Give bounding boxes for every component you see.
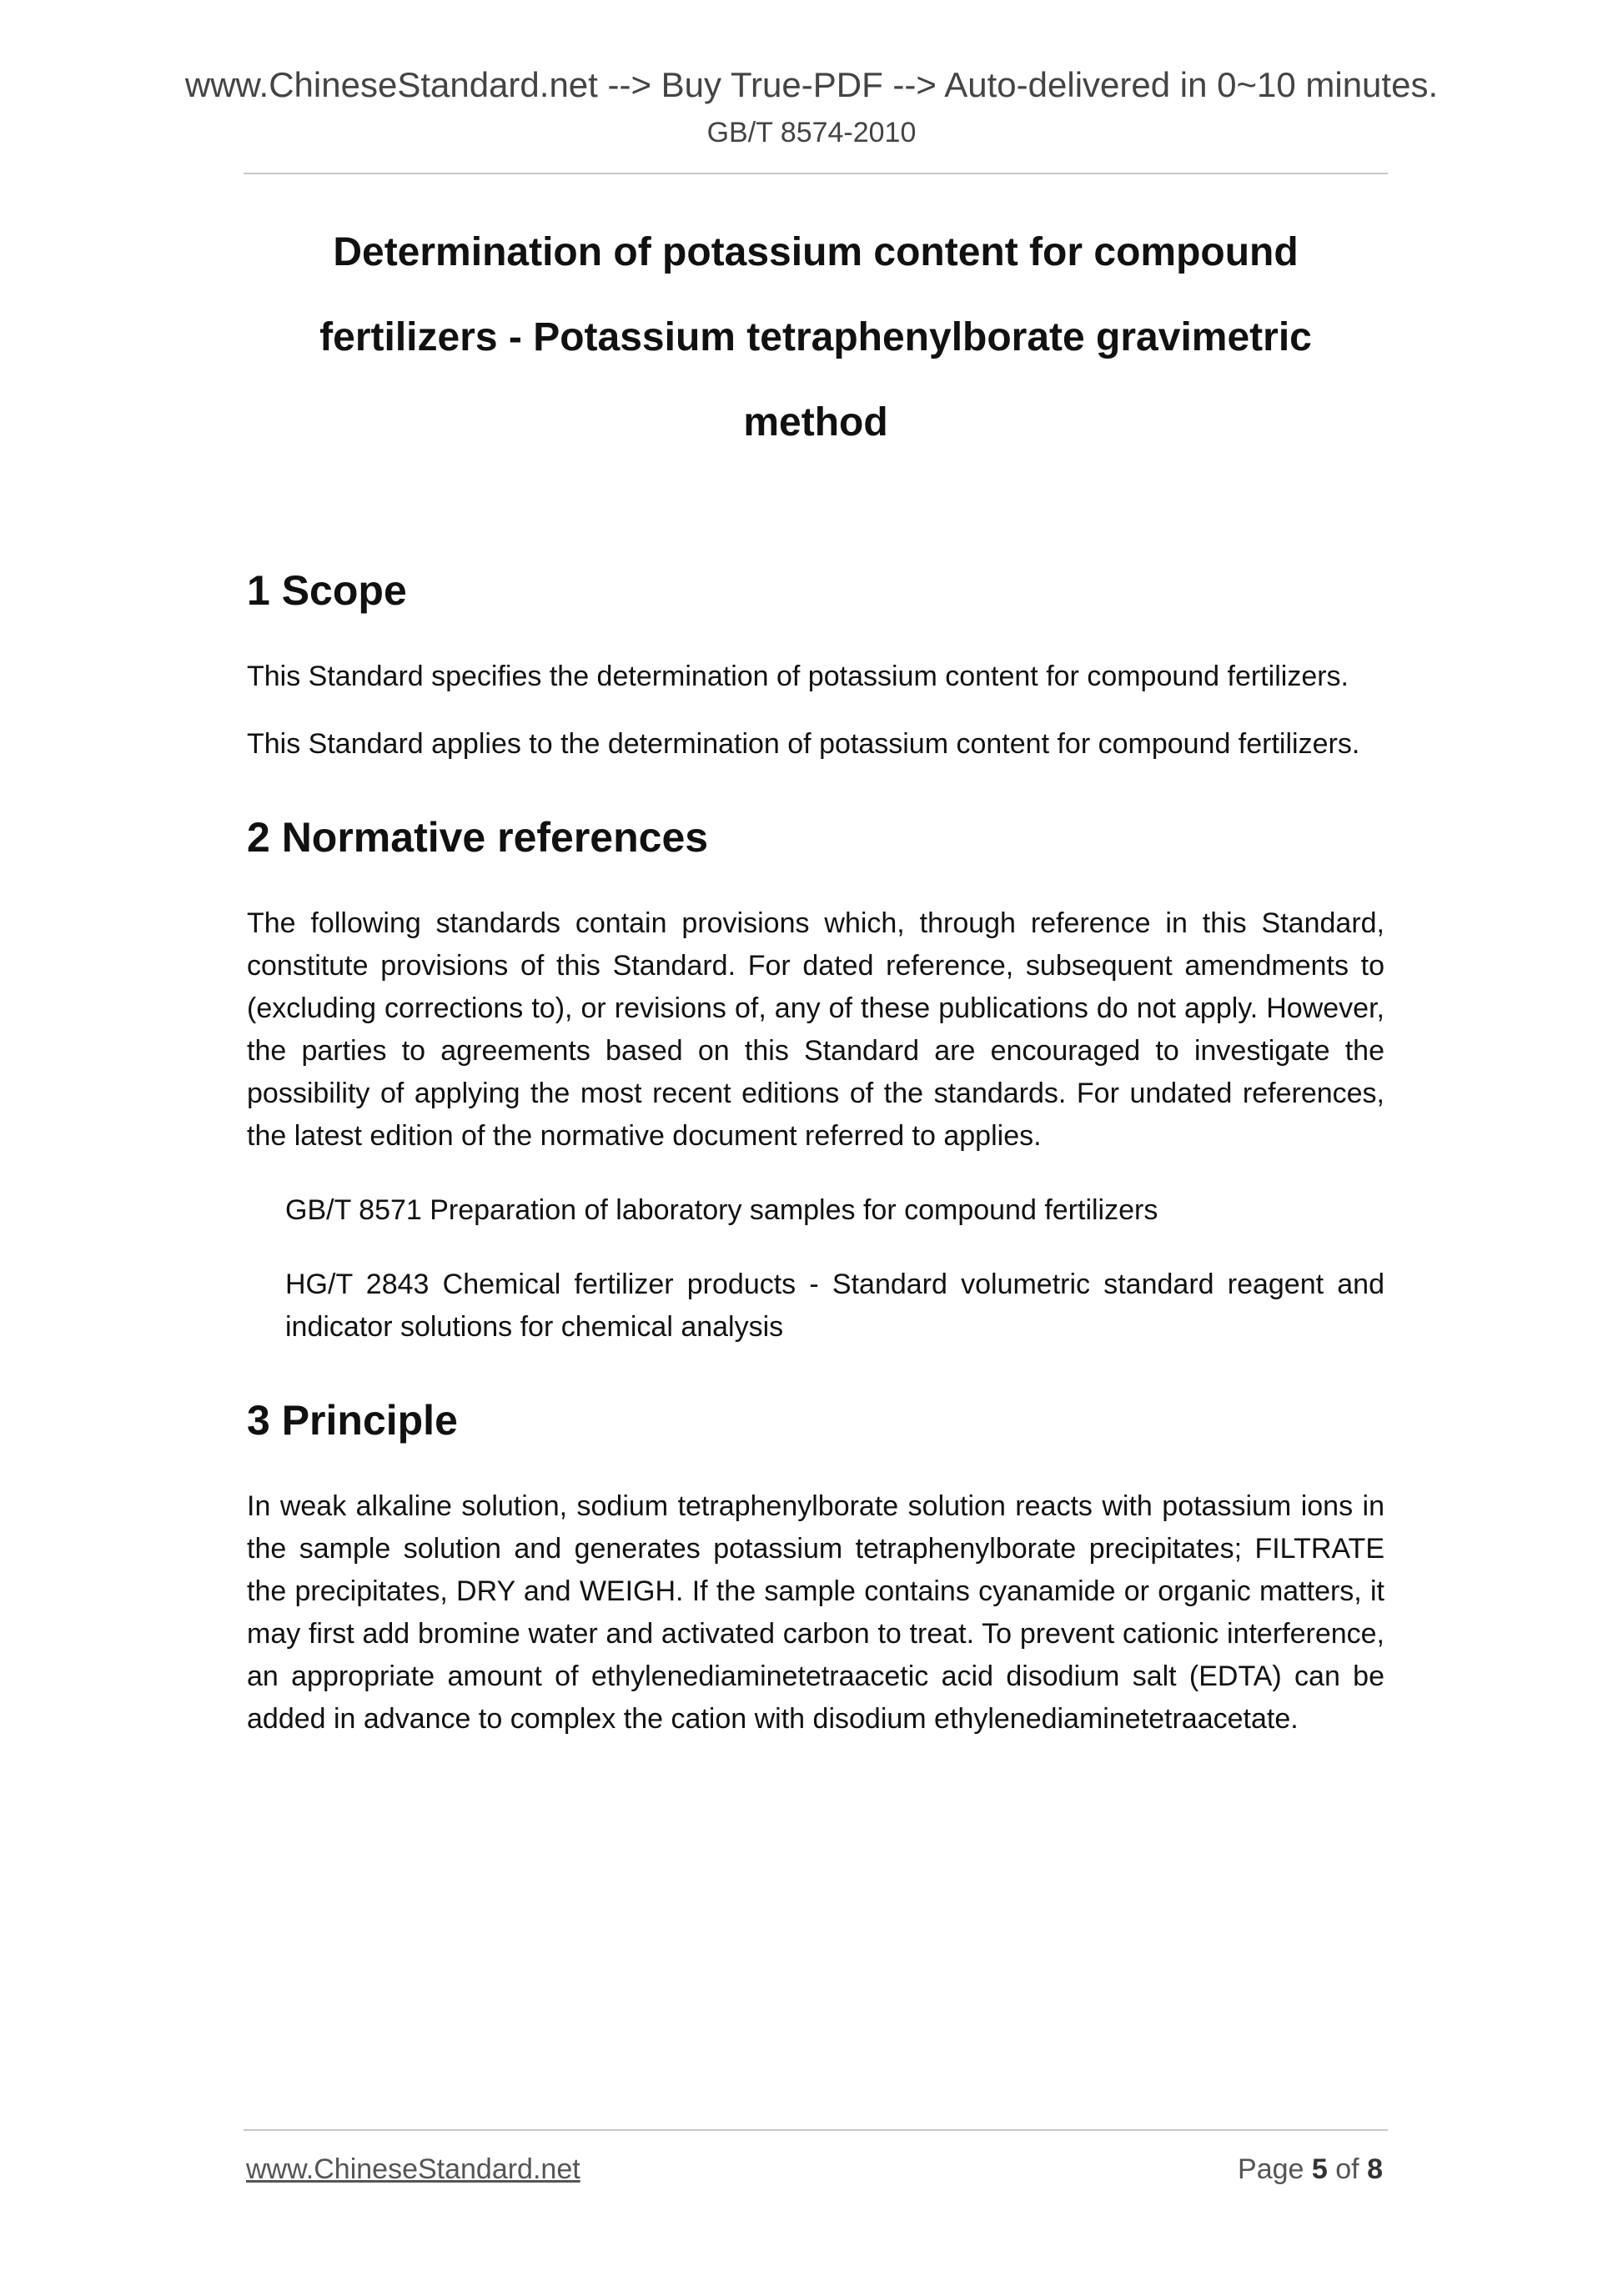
reference-item: HG/T 2843 Chemical fertilizer products - Standard volumetric standard reagent and indicator solutions for chemical analysis (285, 1269, 1384, 1343)
standard-code: GB/T 8574-2010 (706, 117, 917, 148)
page-current: 5 (1311, 2153, 1328, 2185)
section-heading-scope: 1 Scope (247, 567, 407, 614)
document-body (247, 565, 1384, 1741)
title-line-2: fertilizers - Potassium tetraphenylborate gravimetric (319, 315, 1312, 359)
normative-paragraph: The following standards contain provisions which, through reference in this Standard, constitute provisions of this Standard. For dated reference, subsequent amendments to (excluding corrections to), or revisions of, any of these publications do not apply. However, the parties to agreements based on this Standard are encouraged to investigate the possibility of applying the most recent editions of the standards. For undated references, the latest edition of the normative document referred to applies. (247, 907, 1384, 1152)
footer-divider (244, 2129, 1388, 2131)
title-line-1: Determination of potassium content for compound (333, 230, 1299, 274)
page-total: 8 (1367, 2153, 1383, 2185)
reference-item: GB/T 8571 Preparation of laboratory samples for compound fertilizers (285, 1194, 1158, 1226)
document-title (244, 210, 1388, 465)
title-line-3: method (743, 400, 888, 445)
footer-website-link[interactable]: www.ChineseStandard.net (246, 2153, 580, 2185)
section-heading-principle: 3 Principle (247, 1397, 458, 1444)
principle-paragraph: In weak alkaline solution, sodium tetraphenylborate solution reacts with potassium ions in the sample solution and generates potassium tetraphenylborate precipitates; FILTRATE the precipitates, DRY and WEIGH. If the sample contains cyanamide or organic matters, it may first add bromine water and activated carbon to treat. To prevent cationic interference, an appropriate amount of ethylenediaminetetraacetic acid disodium salt (EDTA) can be added in advance to complex the cation with disodium ethylenediaminetetraacetate. (247, 1490, 1384, 1735)
header-divider (244, 173, 1388, 174)
page-label: Page (1238, 2153, 1304, 2185)
section-heading-normative-references: 2 Normative references (247, 814, 709, 861)
page-indicator (1238, 2153, 1383, 2186)
header-banner: www.ChineseStandard.net --> Buy True-PDF --> Auto-delivered in 0~10 minutes. (184, 65, 1439, 104)
page-of-label: of (1335, 2153, 1359, 2185)
scope-paragraph-2: This Standard applies to the determination of potassium content for compound fertilizers. (247, 728, 1360, 760)
scope-paragraph-1: This Standard specifies the determination of potassium content for compound fertilizers. (247, 661, 1349, 692)
